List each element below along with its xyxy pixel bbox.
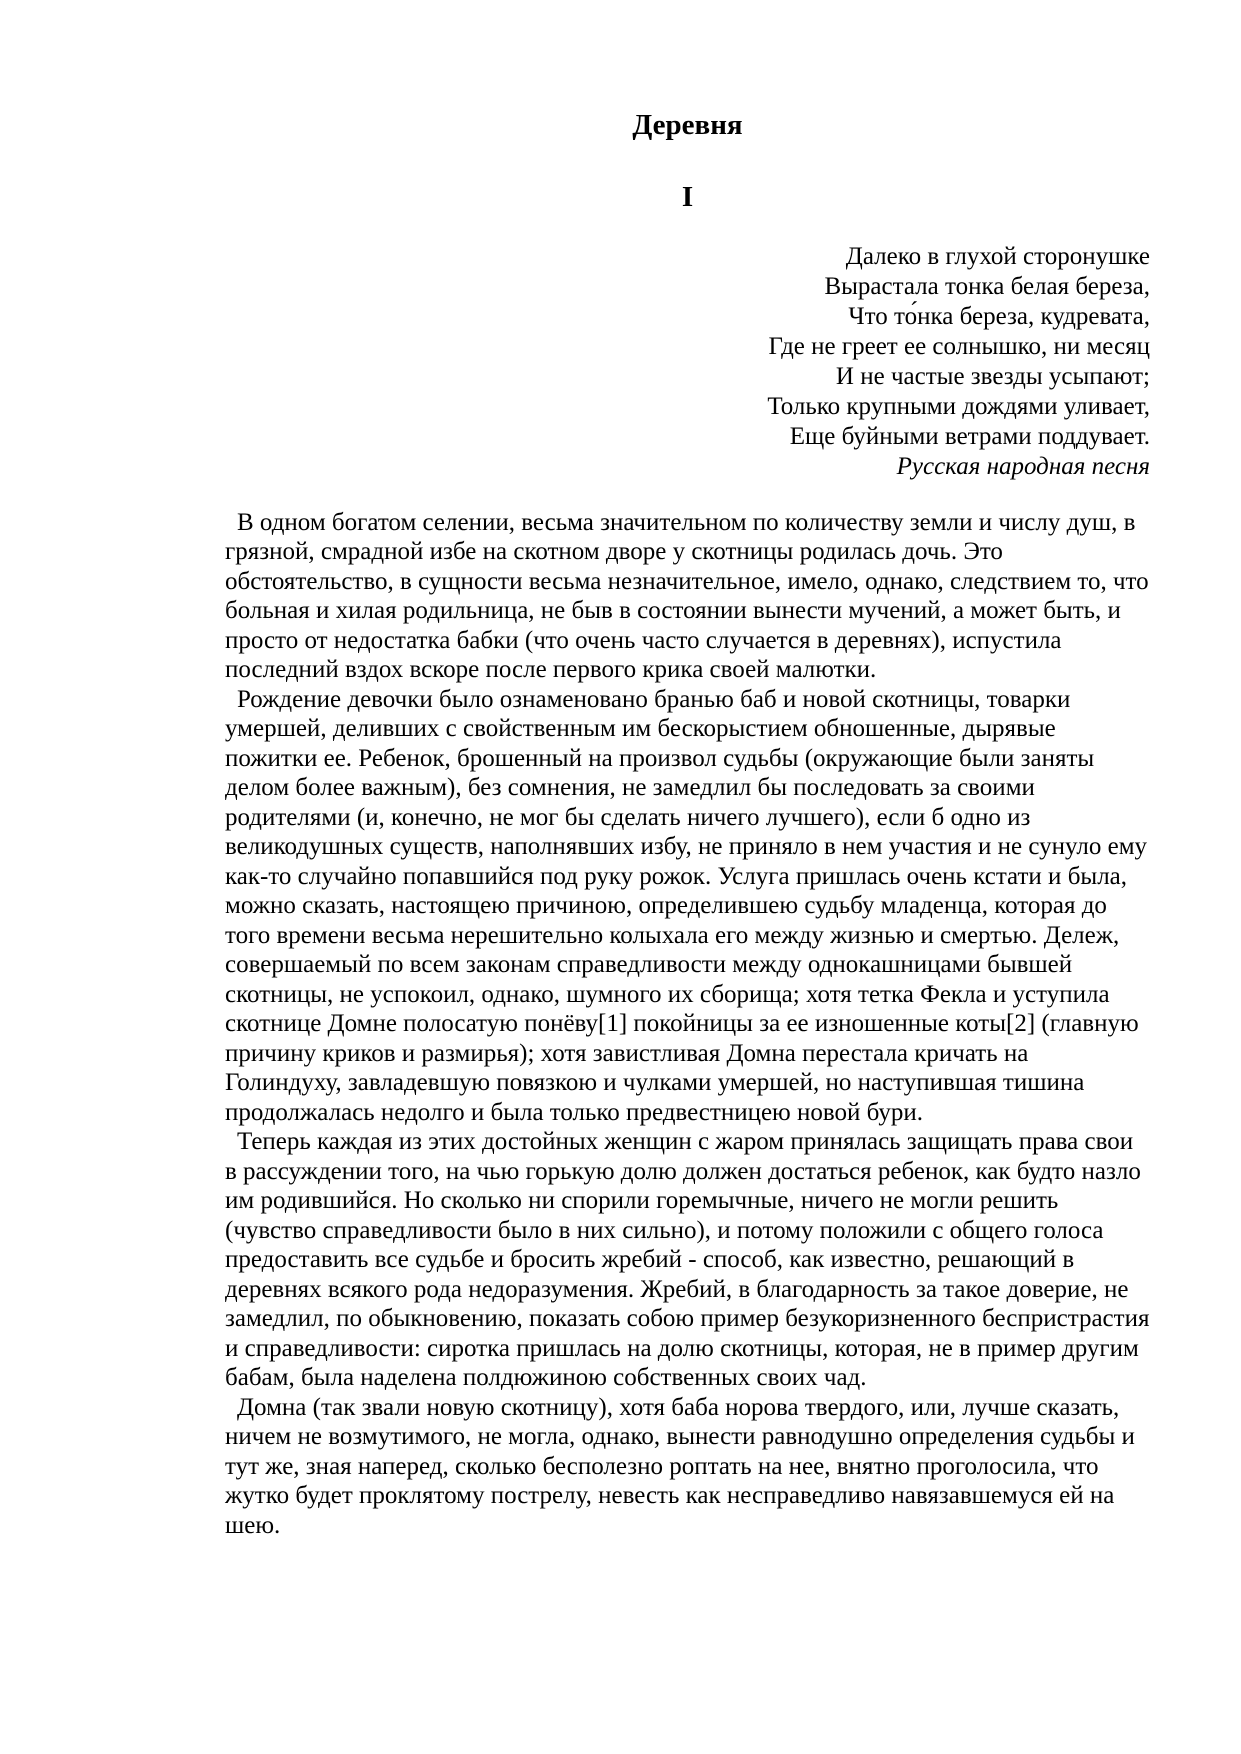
poem-line: Только крупными дождями уливает, (767, 392, 1150, 420)
poem-line: Далеко в глухой сторонушке (845, 242, 1150, 270)
body-text (225, 508, 1150, 1541)
chapter-number: I (681, 180, 694, 213)
epigraph-lines (225, 242, 1150, 452)
poem-line: Еще буйными ветрами поддувает. (789, 422, 1150, 450)
text-column (225, 0, 1150, 1540)
paragraph: Домна (так звали новую скотницу), хотя баба норова твердого, или, лучше сказать, ничем не возмутимого, не могла, однако, вынести равнодушно определения судьбы и тут же, зная наперед, сколько бесполезно роптать на нее, внятно проголосила, что жутко будет проклятому пострелу, невесть как несправедливо навязавшемуся ей на шею. (225, 1393, 1135, 1539)
poem-line: Вырастала тонка белая береза, (824, 272, 1150, 300)
page-title: Деревня (632, 109, 743, 141)
poem-line: Что то́нка береза, кудревата, (848, 302, 1150, 330)
poem-line: И не частые звезды усыпают; (835, 362, 1150, 390)
paragraph: Рождение девочки было ознаменовано бранью баб и новой скотницы, товарки умершей, деливших с свойственным им бескорыстием обношенные, дырявые пожитки ее. Ребенок, брошенный на произвол судьбы (окружающие были заняты делом более важным), без сомнения, не замедлил бы последовать за своими родителями (и, конечно, не мог бы сделать ничего лучшего), если б одно из великодушных существ, наполнявших избу, не приняло в нем участия и не сунуло ему как-то случайно попавшийся под руку рожок. Услуга пришлась очень кстати и была, можно сказать, настоящею причиною, определившею судьбу младенца, которая до того времени весьма нерешительно колыхала его между жизнью и смертью. Дележ, совершаемый по всем законам справедливости между однокашницами бывшей скотницы, не успокоил, однако, шумного их сборища; хотя тетка Фекла и уступила скотнице Домне полосатую понёву[1] покойницы за ее изношенные коты[2] (главную причину криков и размирья); хотя завистливая Домна перестала кричать на Голиндуху, завладевшую повязкою и чулками умершей, но наступившая тишина продолжалась недолго и была только предвестницею новой бури. (225, 685, 1148, 1126)
poem-line: Где не греет ее солнышко, ни месяц (768, 332, 1150, 360)
paragraph: Теперь каждая из этих достойных женщин с жаром принялась защищать права свои в рассуждении того, на чью горькую долю должен достаться ребенок, как будто назло им родившийся. Но сколько ни спорили горемычные, ничего не могли решить (чувство справедливости было в них сильно), и потому положили с общего голоса предоставить все судьбе и бросить жребий - способ, как известно, решающий в деревнях всякого рода недоразумения. Жребий, в благодарность за такое доверие, не замедлил, по обыкновению, показать собою пример безукоризненного беспристрастия и справедливости: сиротка пришлась на долю скотницы, которая, не в пример другим бабам, была наделена полдюжиною собственных своих чад. (225, 1128, 1150, 1392)
epigraph (225, 242, 1150, 482)
epigraph-attribution: Русская народная песня (896, 452, 1150, 480)
paragraph: В одном богатом селении, весьма значительном по количеству земли и числу душ, в грязной, смрадной избе на скотном дворе у скотницы родилась дочь. Это обстоятельство, в сущности весьма незначительное, имело, однако, следствием то, что больная и хилая родильница, не быв в состоянии вынести мучений, а может быть, и просто от недостатка бабки (что очень часто случается в деревнях), испустила последний вздох вскоре после первого крика своей малютки. (225, 508, 1149, 684)
